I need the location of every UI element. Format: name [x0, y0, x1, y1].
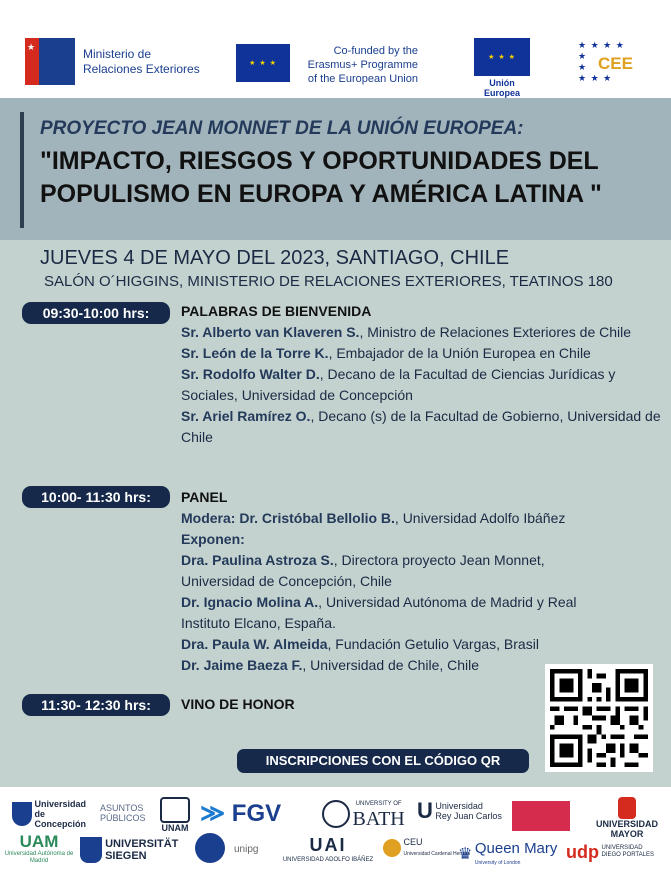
speaker-role: , Universidad de Chile, Chile: [302, 657, 480, 673]
qmul-logo: ♛ Queen Mary University of London: [458, 840, 558, 866]
urjc-line1: Universidad: [435, 801, 483, 811]
umayor-logo: [596, 797, 658, 839]
uai-label: UNIVERSIDAD ADOLFO IBÁÑEZ: [282, 857, 374, 863]
ceu-label: CEU: [403, 837, 423, 847]
fgv-label: FGV: [231, 800, 282, 827]
speaker-name: Sr. León de la Torre K.: [181, 345, 329, 361]
panel-block: [181, 487, 611, 676]
eu-flag-icon: ★ ★ ★: [474, 38, 530, 76]
moderator-name: Modera: Dr. Cristóbal Bellolio B.: [181, 510, 395, 526]
welcome-heading: PALABRAS DE BIENVENIDA: [181, 303, 372, 319]
speaker-name: Dra. Paulina Astroza S.: [181, 552, 334, 568]
seal-logo-icon: [195, 833, 225, 863]
speaker-role: , Embajador de la Unión Europea en Chile: [328, 345, 591, 361]
ceu-logo: [383, 837, 470, 859]
speaker-entry: [181, 634, 611, 655]
bath-logo: [322, 799, 405, 829]
mrree-label: [83, 47, 200, 77]
speaker-role: , Directora proyecto Jean Monnet, Universidad de Concepción, Chile: [181, 552, 545, 589]
udp-sub: UNIVERSIDAD DIEGO PORTALES: [601, 845, 654, 858]
speaker-role: , Decano de la Facultad de Ciencias Jurídicas y Sociales, Universidad de Concepción: [181, 366, 616, 403]
mrree-logo: ★: [25, 38, 75, 85]
speaker-entry: [181, 343, 666, 364]
speaker-name: Sr. Alberto van Klaveren S.: [181, 324, 360, 340]
speaker-role: , Ministro de Relaciones Exteriores de Chile: [359, 324, 632, 340]
unam-label: UNAM: [161, 823, 189, 833]
erasmus-line2: Erasmus+ Programme: [307, 59, 418, 71]
speaker-entry: [181, 592, 611, 634]
fgv-logo: ≫ FGV: [200, 800, 282, 827]
moderator-role: , Universidad Adolfo Ibáñez: [394, 510, 566, 526]
mrree-line2: Relaciones Exteriores: [83, 62, 200, 76]
time-slot-reception: 11:30- 12:30 hrs:: [22, 694, 170, 716]
ue-label: Unión Europea: [483, 78, 520, 98]
footer-logos: [0, 787, 671, 875]
unam-logo: [160, 797, 190, 833]
erasmus-line1: Co-funded by the: [333, 45, 418, 57]
project-subtitle: PROYECTO JEAN MONNET DE LA UNIÓN EUROPEA:: [40, 118, 524, 139]
cee-logo: ★ ★ ★ ★ ★ ★ ★ ★ ★ CEE: [578, 40, 633, 83]
speaker-name: Dr. Jaime Baeza F.: [181, 657, 303, 673]
welcome-block: [181, 301, 666, 448]
speaker-entry: [181, 322, 666, 343]
umayor-line1: UNIVERSIDAD: [596, 819, 659, 829]
reception-block: [181, 694, 481, 715]
registration-banner: INSCRIPCIONES CON EL CÓDIGO QR: [237, 749, 529, 773]
cee-label: CEE: [598, 54, 633, 73]
time-slot-panel: 10:00- 11:30 hrs:: [22, 486, 170, 508]
speaker-role: , Universidad Autónoma de Madrid y Real Instituto Elcano, España.: [181, 594, 577, 631]
urjc-logo: U Universidad Rey Juan Carlos: [417, 798, 502, 823]
speaker-name: Sr. Rodolfo Walter D.: [181, 366, 320, 382]
speaker-role: , Decano (s) de la Facultad de Gobierno, Universidad de Chile: [181, 408, 661, 445]
uam-logo: [4, 833, 74, 865]
speakers-label: Exponen:: [181, 531, 245, 547]
mrree-line1: Ministerio de: [83, 47, 152, 61]
udp-label: udp: [566, 842, 599, 862]
uam-sub: Universidad Autónoma de Madrid: [4, 851, 74, 864]
bath-top: UNIVERSITY OF: [355, 801, 402, 807]
title-line1: "IMPACTO, RIESGOS Y OPORTUNIDADES DEL: [40, 147, 599, 175]
eu-flag-icon: ★ ★ ★: [236, 44, 290, 82]
sponsor-logo-red: [512, 801, 570, 831]
asuntos-publicos-logo: ASUNTOS PÚBLICOS: [100, 803, 146, 823]
siegen-logo: [80, 837, 178, 863]
udec-label: Universidad de Concepción: [34, 799, 87, 829]
udp-logo: [566, 843, 658, 861]
speaker-role: , Fundación Getulio Vargas, Brasil: [327, 636, 539, 652]
moderator-entry: [181, 508, 611, 529]
unipg-logo: unipg: [234, 844, 259, 855]
siegen-line1: UNIVERSITÄT: [105, 838, 179, 850]
speaker-name: Dr. Ignacio Molina A.: [181, 594, 319, 610]
event-title: [40, 145, 665, 211]
ceu-sub: Universidad Cardenal Herrera: [403, 851, 470, 857]
qr-code[interactable]: [545, 664, 653, 772]
qmul-sub: University of London: [474, 860, 521, 866]
speaker-entry: [181, 406, 666, 448]
bath-label: BATH: [352, 808, 405, 830]
uai-logo: UAI UNIVERSIDAD ADOLFO IBÁÑEZ: [278, 835, 378, 865]
siegen-line2: SIEGEN: [105, 850, 147, 862]
qr-code-icon: [550, 669, 648, 767]
speaker-name: Dra. Paula W. Almeida: [181, 636, 328, 652]
panel-heading: PANEL: [181, 489, 228, 505]
speaker-name: Sr. Ariel Ramírez O.: [181, 408, 311, 424]
speaker-entry: [181, 364, 666, 406]
reception-heading: VINO DE HONOR: [181, 696, 295, 712]
erasmus-line3: of the European Union: [307, 73, 418, 85]
title-accent-bar: [20, 112, 24, 228]
event-venue: SALÓN O´HIGGINS, MINISTERIO DE RELACIONES EXTERIORES, TEATINOS 180: [44, 273, 613, 290]
time-slot-welcome: 09:30-10:00 hrs:: [22, 302, 170, 324]
erasmus-label: [298, 44, 418, 86]
urjc-line2: Rey Juan Carlos: [435, 811, 502, 821]
uam-label: UAM: [19, 832, 59, 851]
qmul-label: Queen Mary: [474, 840, 558, 857]
header-logos: [0, 0, 671, 98]
udec-logo: [12, 799, 95, 829]
speaker-entry: [181, 550, 611, 592]
title-line2: POPULISMO EN EUROPA Y AMÉRICA LATINA ": [40, 180, 602, 208]
event-date: JUEVES 4 DE MAYO DEL 2023, SANTIAGO, CHILE: [40, 247, 510, 269]
umayor-line2: MAYOR: [610, 829, 644, 839]
